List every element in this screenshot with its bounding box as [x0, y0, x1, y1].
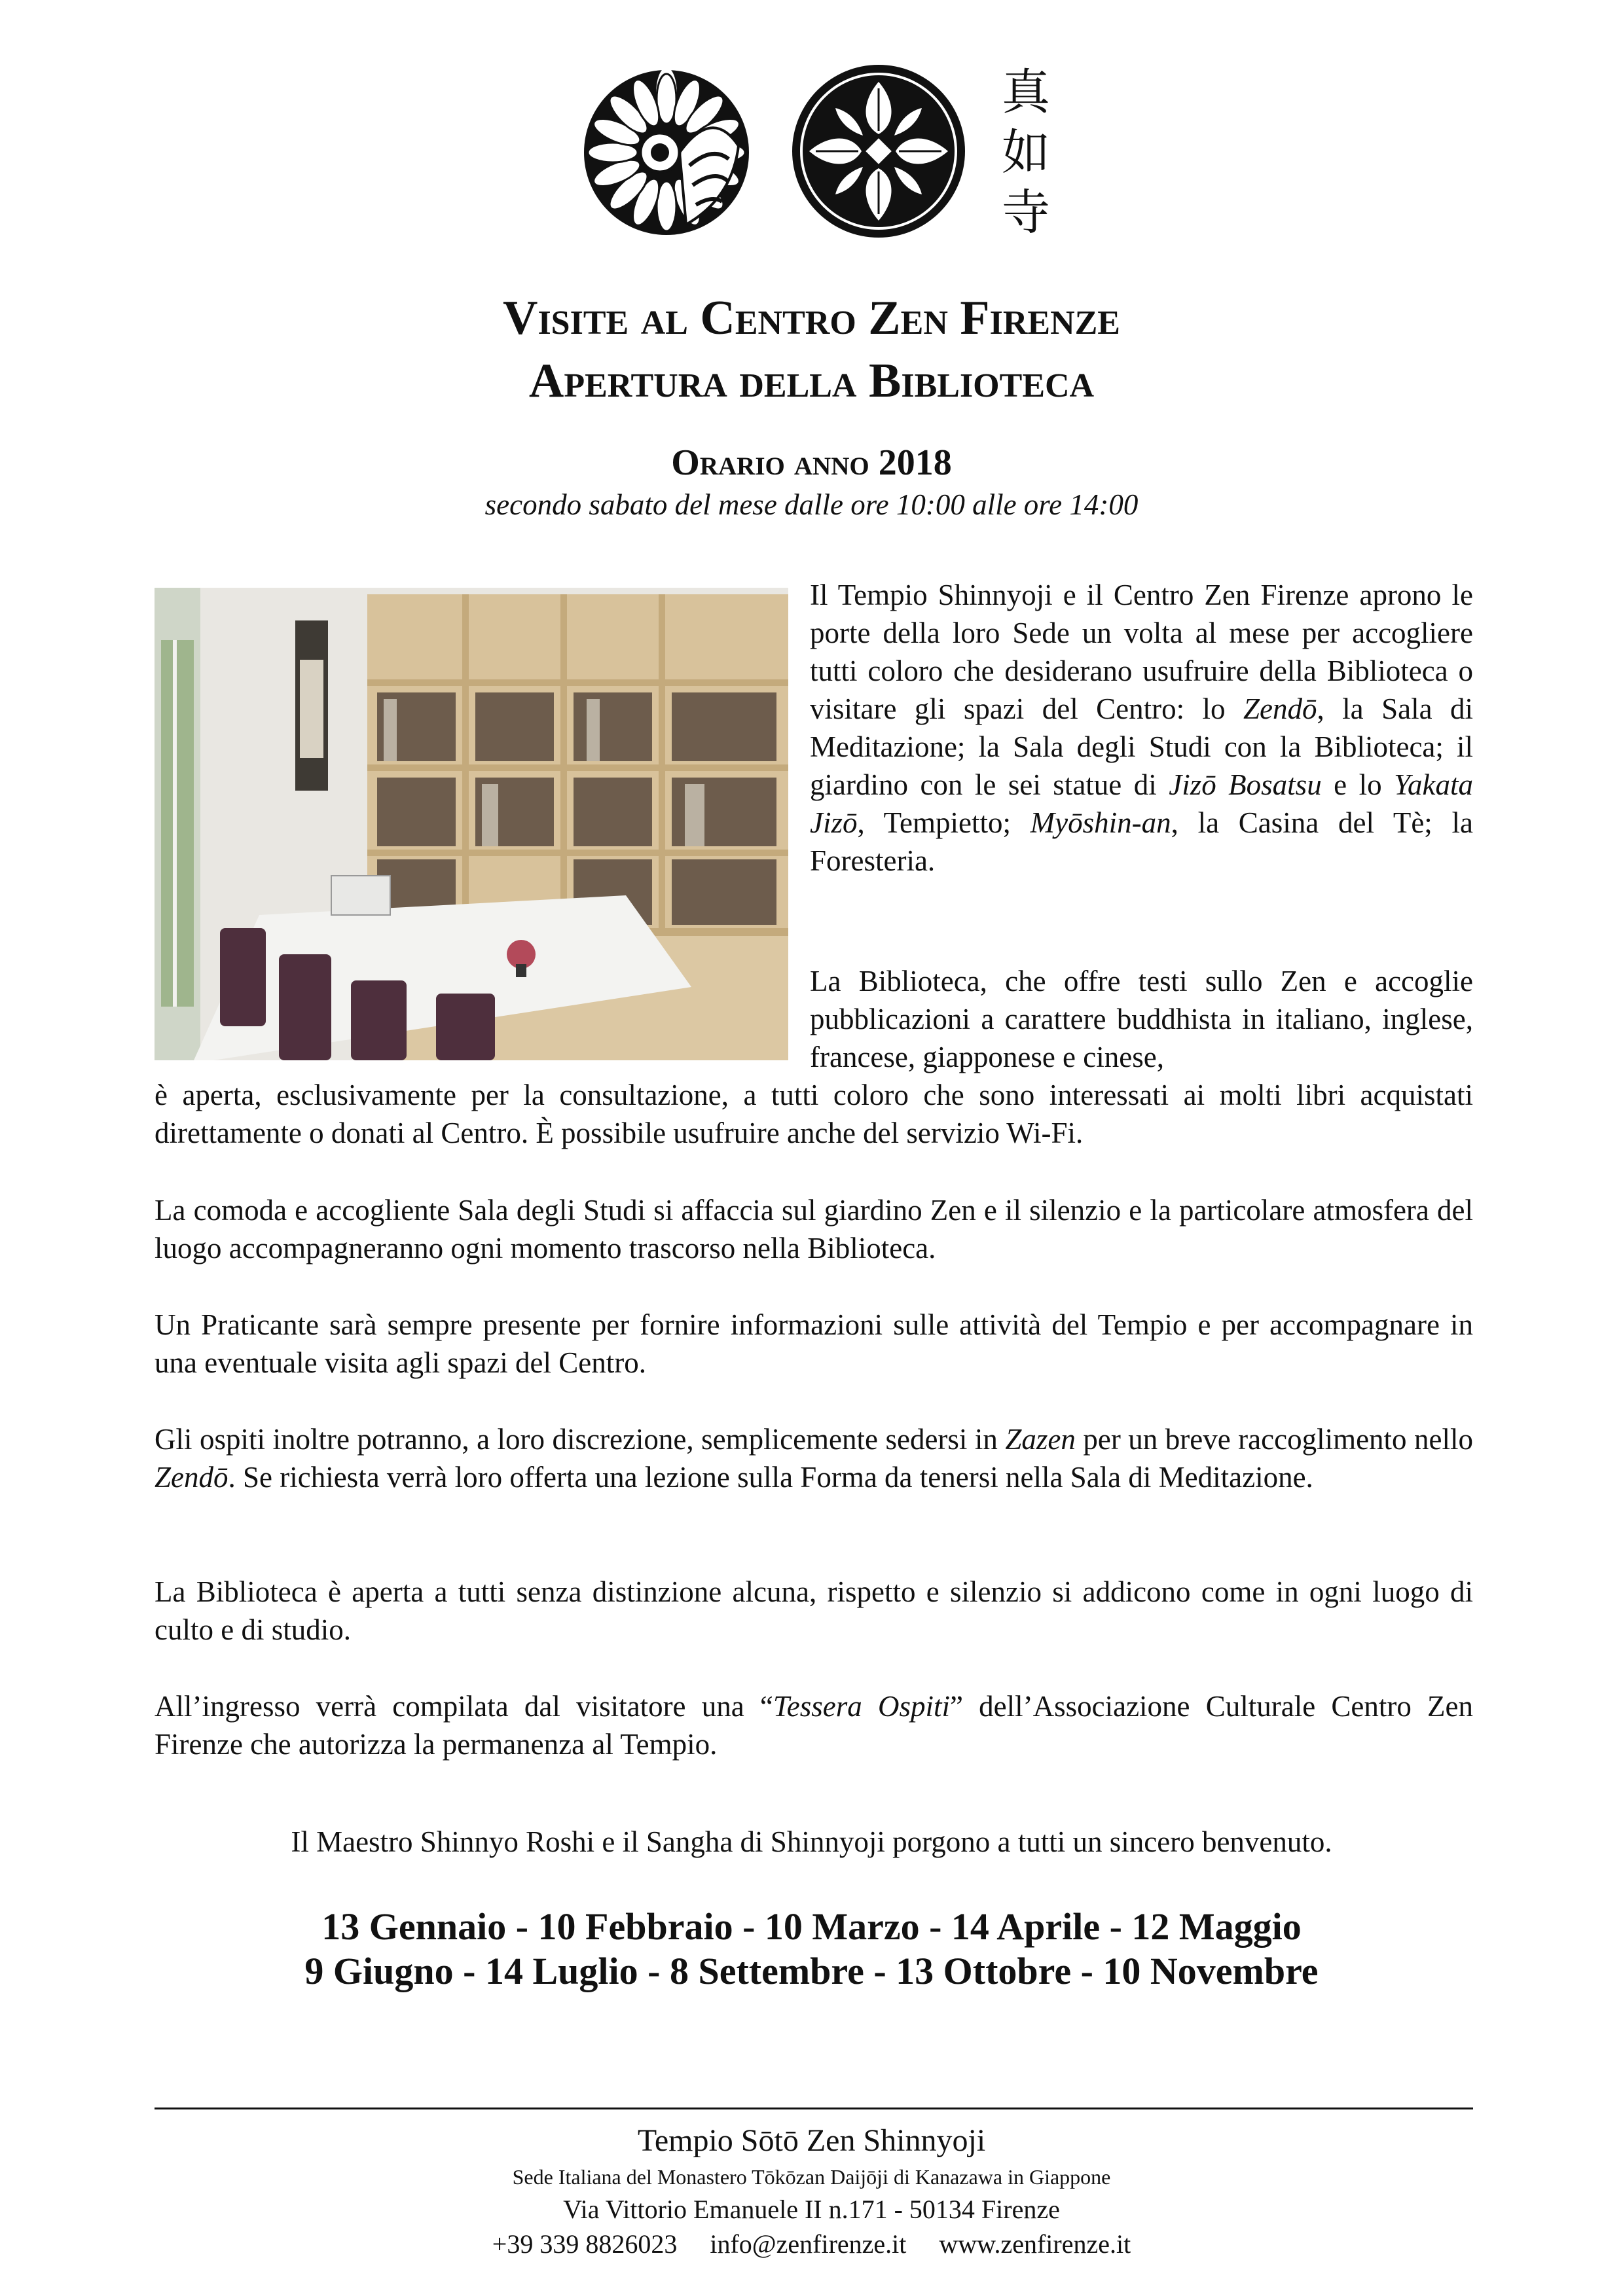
footer	[0, 2121, 1623, 2262]
italic-term: Zendō	[155, 1461, 228, 1494]
footer-subtitle: Sede Italiana del Monastero Tōkōzan Daijōji di Kanazawa in Giappone	[512, 2165, 1111, 2189]
text-span: Gli ospiti inoltre potranno, a loro discrezione, semplicemente sedersi in	[155, 1423, 1006, 1456]
footer-email[interactable]: info@zenfirenze.it	[710, 2229, 907, 2259]
page-title	[0, 287, 1623, 412]
kanji-char: 寺	[1002, 185, 1050, 241]
dates-line-1: 13 Gennaio - 10 Febbraio - 10 Marzo - 14 Aprile - 12 Maggio	[321, 1905, 1302, 1948]
kanji-char: 真	[1002, 64, 1050, 120]
text-span: All’ingresso verrà compilata dal visitatore una “	[155, 1690, 773, 1723]
italic-term: Myōshin-an	[1030, 806, 1171, 839]
text-span: , la Sala di Meditazione; la Sala degli Studi con la Biblioteca; il giardino con le sei statue di	[810, 692, 1473, 801]
text-span: per un breve raccoglimento nello	[1075, 1423, 1474, 1456]
text-span: ” dell’Associazione Culturale Centro Zen Firenze che autorizza la permanenza al Tempio.	[155, 1690, 1473, 1761]
footer-address: Via Vittorio Emanuele II n.171 - 50134 Firenze	[563, 2195, 1060, 2224]
footer-contacts	[0, 2227, 1623, 2262]
title-line-2: Apertura della Biblioteca	[528, 354, 1095, 408]
schedule-subtitle: secondo sabato del mese dalle ore 10:00 alle ore 14:00	[484, 488, 1139, 521]
footer-temple-name: Tempio Sōtō Zen Shinnyoji	[637, 2123, 986, 2158]
text-span: . Se richiesta verrà loro offerta una lezione sulla Forma da tenersi nella Sala di Meditazione.	[228, 1461, 1313, 1494]
text-span: , la Casina del Tè; la Foresteria.	[810, 806, 1473, 877]
text-span: Il Tempio Shinnyoji e il Centro Zen Firenze aprono le porte della loro Sede un volta al mese per accogliere tutti coloro che desiderano usufruire della Biblioteca o visitare gli spazi del Centro: lo	[810, 579, 1473, 725]
library-room-photo	[155, 588, 788, 1060]
italic-term: Zazen	[1005, 1423, 1076, 1456]
opening-dates	[0, 1905, 1623, 1994]
italic-term: Zendō	[1243, 692, 1317, 725]
schedule-title: Orario anno 2018	[671, 442, 952, 483]
paragraph-intro	[810, 576, 1473, 880]
paragraph-guests	[155, 1420, 1473, 1496]
dates-line-2: 9 Giugno - 14 Luglio - 8 Settembre - 13 Ottobre - 10 Novembre	[304, 1950, 1319, 1992]
footer-phone: +39 339 8826023	[492, 2229, 678, 2259]
italic-term: Jizō Bosatsu	[1169, 768, 1322, 801]
kanji-char: 如	[1002, 124, 1050, 181]
paragraph-practitioner: Un Praticante sarà sempre presente per fornire informazioni sulle attività del Tempio e per accompagnare in una eventuale visita agli spazi del Centro.	[155, 1308, 1473, 1379]
footer-website[interactable]: www.zenfirenze.it	[939, 2229, 1131, 2259]
welcome-message: Il Maestro Shinnyo Roshi e il Sangha di Shinnyoji porgono a tutti un sincero benvenuto.	[291, 1825, 1332, 1858]
paragraph-study-room: La comoda e accogliente Sala degli Studi si affaccia sul giardino Zen e il silenzio e la particolare atmosfera del luogo accompagneranno ogni momento trascorso nella Biblioteca.	[155, 1194, 1473, 1265]
title-line-1: Visite al Centro Zen Firenze	[503, 291, 1120, 345]
paragraph-entry-card	[155, 1687, 1473, 1763]
text-span: e lo	[1321, 768, 1395, 801]
paragraph-library-part2: è aperta, esclusivamente per la consultazione, a tutti coloro che sono interessati ai molti libri acquistati direttamente o donati al Centro. È possibile usufruire anche del servizio Wi-Fi.	[155, 1079, 1473, 1149]
fleur-de-lis-crest-icon	[790, 62, 968, 240]
italic-term: Yakata Jizō	[810, 768, 1473, 839]
chrysanthemum-crest-icon	[581, 67, 752, 238]
paragraph-library-part1: La Biblioteca, che offre testi sullo Zen e accoglie pubblicazioni a carattere buddhista in italiano, inglese, francese, giapponese e cinese,	[810, 965, 1473, 1073]
text-span: , Tempietto;	[857, 806, 1030, 839]
temple-kanji	[996, 62, 1055, 243]
italic-term: Tessera Ospiti	[773, 1690, 950, 1723]
footer-divider	[155, 2108, 1473, 2109]
paragraph-respect: La Biblioteca è aperta a tutti senza distinzione alcuna, rispetto e silenzio si addicono come in ogni luogo di culto e di studio.	[155, 1575, 1473, 1646]
header-logos	[0, 62, 1623, 239]
